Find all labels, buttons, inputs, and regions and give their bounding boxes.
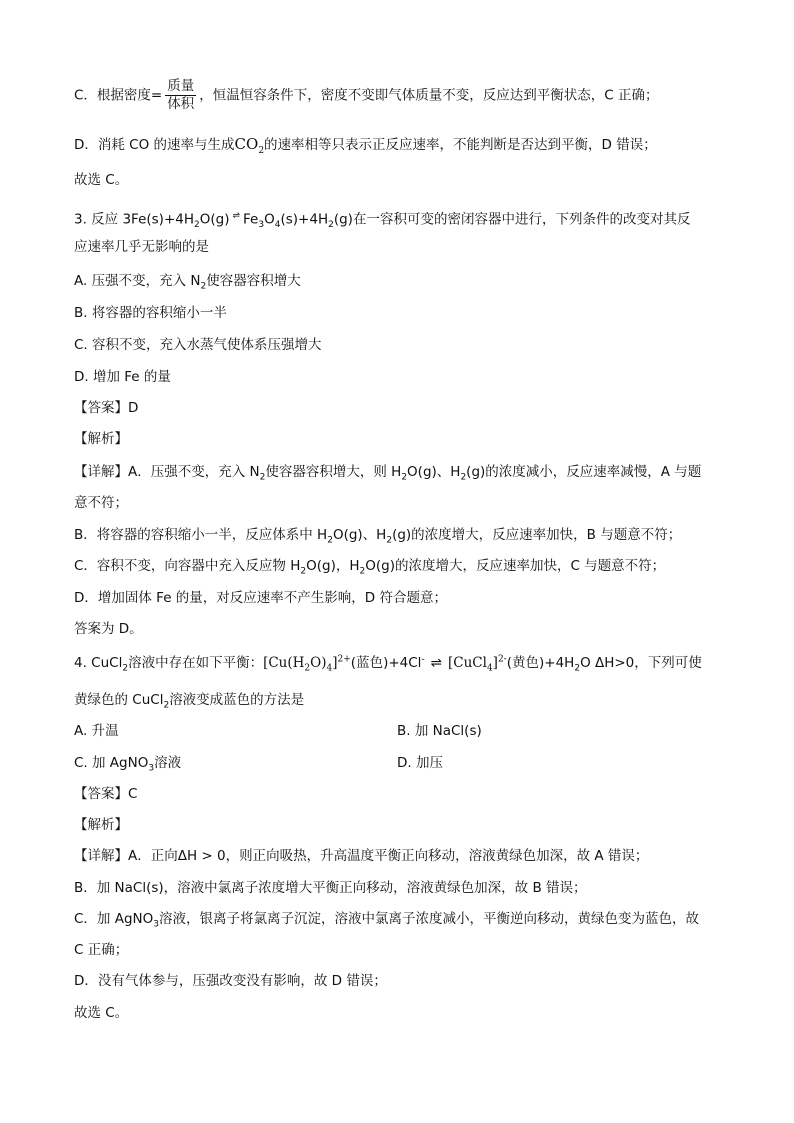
c-option-text-2: ，恒温恒容条件下，密度不变即气体质量不变，反应达到平衡状态，C 正确； bbox=[199, 87, 659, 104]
q3-opt-a-1: A. 压强不变，充入 N bbox=[74, 273, 201, 289]
q3-opt-a-sub: 2 bbox=[200, 281, 207, 292]
q4-stem-a: 4. CuCl bbox=[74, 655, 123, 671]
q3-detail-a-4: (g)的浓度减小，反应速率减慢，A 与题 bbox=[466, 464, 702, 480]
c-option-line bbox=[74, 78, 658, 113]
q3-detail-b-sub2: 2 bbox=[386, 535, 393, 546]
q3-detail-b bbox=[74, 525, 681, 545]
q3-detail-c-1: C．容积不变，向容器中充入反应物 H bbox=[74, 558, 301, 574]
q3-detail-b-sub1: 2 bbox=[327, 535, 333, 546]
q4-opt-c-2: 溶液 bbox=[154, 755, 182, 771]
q3-detail-a-sub2: 2 bbox=[401, 472, 408, 483]
q4-option-a: A. 升温 bbox=[74, 723, 119, 739]
q3-opt-a-2: 使容器容积增大 bbox=[206, 273, 301, 289]
q4-final: 故选 C。 bbox=[74, 1005, 129, 1021]
q3-detail-a-3: O(g)、H bbox=[407, 464, 461, 480]
q4-opt-c-sub: 3 bbox=[148, 763, 155, 774]
q4-stem-b: 溶液中存在如下平衡： bbox=[128, 655, 264, 671]
q3-detail-d: D．增加固体 Fe 的量，对反应速率不产生影响，D 符合题意； bbox=[74, 590, 447, 606]
q4-h2o-sub: 2 bbox=[574, 663, 581, 674]
q3-option-a bbox=[74, 271, 301, 291]
fraction-numerator: 质量 bbox=[167, 78, 195, 94]
q3-stem-b: O(g) bbox=[199, 211, 230, 228]
q4-stem-a-sub: 2 bbox=[122, 663, 129, 674]
q4-stem-line2-a: 黄绿色的 CuCl bbox=[74, 692, 164, 708]
q3-option-d: D. 增加 Fe 的量 bbox=[74, 369, 171, 385]
q4-detail-c-2: 溶液，银离子将氯离子沉淀，溶液中氯离子浓度减小，平衡逆向移动，黄绿色变为蓝色，故 bbox=[158, 911, 699, 927]
q4-option-b: B. 加 NaCl(s) bbox=[397, 723, 482, 739]
q3-stem-line1 bbox=[74, 206, 690, 230]
q3-sub-1: 2 bbox=[194, 220, 200, 231]
d-option-line bbox=[74, 134, 657, 155]
q3-detail-c-sub2: 2 bbox=[359, 566, 366, 577]
q4-stem-line2-sub: 2 bbox=[163, 700, 170, 711]
q3-detail-a bbox=[74, 462, 701, 482]
q4-complex2-b: ] bbox=[492, 655, 498, 671]
q3-option-c: C. 容积不变，充入水蒸气使体系压强增大 bbox=[74, 337, 322, 353]
complex-yellow-formula bbox=[447, 654, 507, 674]
q3-detail-a-line2: 意不符； bbox=[74, 495, 128, 511]
q3-stem-c: Fe bbox=[243, 211, 259, 228]
q4-color1: (蓝色)+4Cl bbox=[350, 655, 422, 671]
q4-opt-c-1: C. 加 AgNO bbox=[74, 755, 149, 771]
co2-formula bbox=[234, 135, 265, 156]
q3-sub-2: 3 bbox=[258, 220, 265, 231]
q4-stem-line2-b: 溶液变成蓝色的方法是 bbox=[169, 692, 305, 708]
q3-detail-a-1: 【详解】A．压强不变，充入 N bbox=[74, 464, 260, 480]
q4-complex2-sub: 4 bbox=[486, 663, 493, 674]
q4-cl-sup: - bbox=[421, 654, 425, 665]
q4-color2: (黄色)+4H bbox=[506, 655, 575, 671]
q4-complex2-a: [CuCl bbox=[447, 655, 487, 671]
q3-detail-b-2: O(g)、H bbox=[332, 527, 387, 543]
q3-sub-4: 2 bbox=[328, 220, 334, 231]
fraction-denominator: 体积 bbox=[167, 96, 195, 112]
q3-detail-c-sub1: 2 bbox=[300, 566, 307, 577]
q4-detail-b: B．加 NaCl(s)，溶液中氯离子浓度增大平衡正向移动，溶液黄绿色加深，故 B 错误； bbox=[74, 880, 587, 896]
conclusion-1: 故选 C。 bbox=[74, 172, 129, 188]
q4-analysis-heading: 【解析】 bbox=[74, 817, 128, 833]
q3-detail-c-3: O(g)的浓度增大，反应速率加快，C 与题意不符； bbox=[365, 558, 666, 574]
q4-answer: 【答案】C bbox=[74, 786, 138, 802]
q3-detail-c bbox=[74, 556, 665, 576]
q3-stem-line2: 应速率几乎无影响的是 bbox=[74, 239, 209, 255]
d-option-text-2: 的速率相等只表示正反应速率，不能判断是否达到平衡，D 错误； bbox=[264, 137, 657, 153]
q4-complex2-sup: 2- bbox=[497, 654, 507, 665]
equilibrium-arrow-icon-2: ⇌ bbox=[430, 655, 442, 671]
q3-detail-a-2: 使容器容积增大，则 H bbox=[265, 464, 402, 480]
q3-stem-a: 3. 反应 3Fe(s)+4H bbox=[74, 211, 195, 228]
q3-stem-f: (g)在一容积可变的密闭容器中进行，下列条件的改变对其反 bbox=[333, 211, 691, 228]
q4-detail-c-1: C．加 AgNO bbox=[74, 911, 154, 927]
q3-answer: 【答案】D bbox=[74, 400, 139, 416]
q4-tail: O ΔH>0，下列可使 bbox=[580, 655, 702, 671]
q4-complex1-c: ] bbox=[332, 655, 338, 671]
q4-detail-c-line2: C 正确； bbox=[74, 942, 129, 958]
q4-stem-line2 bbox=[74, 690, 304, 710]
q4-stem-line1 bbox=[74, 653, 702, 673]
q3-final: 答案为 D。 bbox=[74, 621, 143, 637]
co2-sub: 2 bbox=[258, 146, 265, 156]
q3-detail-b-3: (g)的浓度增大，反应速率加快，B 与题意不符； bbox=[392, 527, 682, 543]
q4-option-c bbox=[74, 753, 181, 773]
q4-complex1-sub1: 2 bbox=[304, 663, 311, 674]
q3-detail-a-sub1: 2 bbox=[259, 472, 266, 483]
c-option-text-1: C．根据密度= bbox=[74, 87, 163, 104]
equilibrium-arrow-icon: ⇌ bbox=[232, 211, 241, 221]
q4-complex1-sub2: 4 bbox=[326, 663, 333, 674]
complex-blue-formula bbox=[263, 654, 351, 674]
q3-stem-d: O bbox=[264, 211, 275, 228]
co2-base: CO bbox=[234, 135, 259, 153]
q4-complex1-b: O) bbox=[310, 655, 327, 671]
q3-analysis-heading: 【解析】 bbox=[74, 431, 128, 447]
q3-detail-a-sub3: 2 bbox=[460, 472, 467, 483]
q3-detail-c-2: O(g)，H bbox=[306, 558, 360, 574]
q4-detail-d: D．没有气体参与，压强改变没有影响，故 D 错误； bbox=[74, 973, 387, 989]
q4-detail-a: 【详解】A．正向ΔH > 0，则正向吸热，升高温度平衡正向移动，溶液黄绿色加深，故 A 错误； bbox=[74, 848, 649, 864]
density-fraction bbox=[165, 78, 196, 113]
q3-detail-b-1: B．将容器的容积缩小一半，反应体系中 H bbox=[74, 527, 328, 543]
q3-option-b: B. 将容器的容积缩小一半 bbox=[74, 305, 227, 321]
q4-detail-c bbox=[74, 909, 699, 929]
d-option-text-1: D．消耗 CO 的速率与生成 bbox=[74, 137, 235, 153]
q3-stem-e: (s)+4H bbox=[280, 211, 329, 228]
q4-complex1-a: [Cu(H bbox=[263, 655, 305, 671]
q4-complex1-sup: 2+ bbox=[337, 654, 351, 665]
q4-detail-c-sub: 3 bbox=[153, 919, 159, 930]
q4-option-d: D. 加压 bbox=[397, 755, 443, 771]
q3-sub-3: 4 bbox=[274, 220, 281, 231]
